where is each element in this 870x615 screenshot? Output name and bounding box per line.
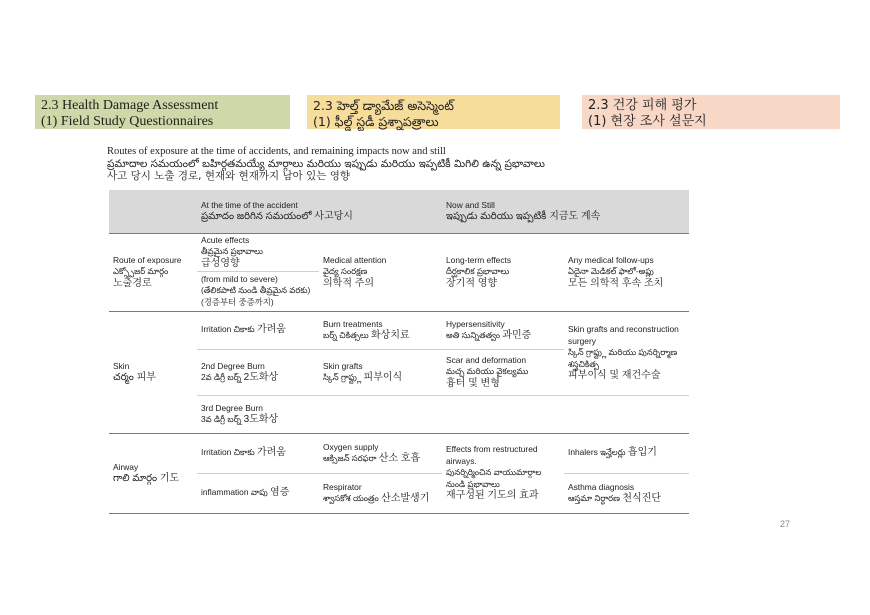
- cell-asthma: Asthma diagnosis ఆస్తమా నిర్ధారణ 천식진단: [568, 481, 662, 504]
- intro-text: [107, 146, 545, 182]
- cell-skin-grafts-followup: Skin grafts and reconstruction surgery స్కిన్ గ్రాఫ్ట్లు మరియు పునర్నిర్మాణ శస్త్రచికిత్స 피부이식 및 재건수술: [568, 324, 679, 382]
- cell-oxygen: Oxygen supply ఆక్సిజన్ సరఫరా 산소 호흡: [323, 441, 421, 464]
- cell-irritation-airway: Irritation చికాకు 가려움: [201, 447, 286, 459]
- exposure-table: [109, 190, 689, 514]
- cell-hypersensitivity: Hypersensitivity అతి సున్నితత్వం 과민증: [446, 318, 532, 341]
- page-number: 27: [780, 519, 791, 529]
- intro-te: ప్రమాదాల సమయంలో బహిర్గతమయ్యే మార్గాలు మరియు ఇప్పుడు మరియు ఇప్పటికీ మిగిలి ఉన్న ప్రభావాలు: [107, 158, 545, 170]
- intro-en: Routes of exposure at the time of accidents, and remaining impacts now and still: [107, 146, 446, 157]
- header-telugu: [307, 95, 560, 129]
- intro-ko: 사고 당시 노출 경로, 현재와 현재까지 남아 있는 영향: [107, 170, 351, 182]
- header-en-line2: (1) Field Study Questionnaires: [41, 114, 214, 129]
- header-english: [35, 95, 290, 129]
- row-head-skin: Skin చర్మం 피부: [113, 360, 156, 383]
- cell-inhalers: Inhalers ఇన్హేలర్లు 흡입기: [568, 447, 657, 459]
- header-korean: [582, 95, 840, 129]
- cell-scar: Scar and deformation మచ్చ మరియు వైకల్యము 흉터 및 변형: [446, 354, 529, 389]
- header-ko-line1: 2.3 건강 피해 평가: [588, 98, 697, 113]
- cell-acute: Acute effects తీవ్రమైన ప్రభావాలు 급성영향: [201, 234, 263, 269]
- cell-skin-grafts: Skin grafts స్కిన్ గ్రాఫ్ట్లు 피부이식: [323, 360, 403, 383]
- table-header-row: [109, 190, 689, 233]
- cell-followups: Any medical follow-ups ఏదైనా మెడికల్ ఫాలో-అప్లు 모든 의학적 후속 조치: [568, 254, 664, 289]
- table-row: [109, 311, 689, 349]
- header-en-line1: 2.3 Health Damage Assessment: [41, 98, 219, 113]
- row-head-route: Route of exposure ఎక్స్పోజర్ మార్గం 노출경로: [113, 254, 182, 289]
- cell-medical-attention: Medical attention వైద్య సంరక్షణ 의학적 주의: [323, 254, 387, 289]
- cell-long-term: Long-term effects దీర్ఘకాలిక ప్రభావాలు 장기적 영향: [446, 254, 512, 289]
- table-row: [109, 433, 689, 473]
- table-corner-cell: [109, 190, 197, 233]
- header-te-line2: (1) ఫీల్డ్ స్టడీ ప్రశ్నాపత్రాలు: [313, 114, 439, 129]
- col-header-at-time: At the time of the accident ప్రమాదం జరిగిన సమయంలో 사고당시: [197, 190, 442, 233]
- cell-severity: (from mild to severe) (తేలికపాటి నుండి తీవ్రమైన వరకు) (경증부터 중증까지): [201, 273, 311, 307]
- cell-respirator: Respirator శ్వాసకోశ యంత్రం 산소발생기: [323, 481, 430, 504]
- cell-burn-treatments: Burn treatments బర్న్ చికిత్సలు 화상치료: [323, 318, 410, 341]
- cell-inflammation: inflammation వాపు 염증: [201, 487, 290, 499]
- cell-restructured: Effects from restructured airways. పునర్నిర్మించిన వాయుమార్గాల నుండి ప్రభావాలు 재구성된 기도의 효과: [446, 444, 542, 502]
- header-ko-line2: (1) 현장 조사 설문지: [588, 114, 707, 129]
- row-head-airway: Airway గాలి మార్గం 기도: [113, 461, 180, 484]
- table-row: [109, 233, 689, 271]
- cell-irritation-skin: Irritation చికాకు 가려움: [201, 324, 286, 336]
- cell-burn3: 3rd Degree Burn 3వ డిగ్రీ బర్న్ 3도화상: [201, 402, 279, 425]
- cell-burn2: 2nd Degree Burn 2వ డిగ్రీ బర్న్ 2도화상: [201, 360, 279, 383]
- header-te-line1: 2.3 హెల్త్ డ్యామేజ్ అసెస్మెంట్: [313, 98, 454, 113]
- col-header-now: Now and Still ఇప్పుడు మరియు ఇప్పటికీ 지금도 계속: [442, 190, 689, 233]
